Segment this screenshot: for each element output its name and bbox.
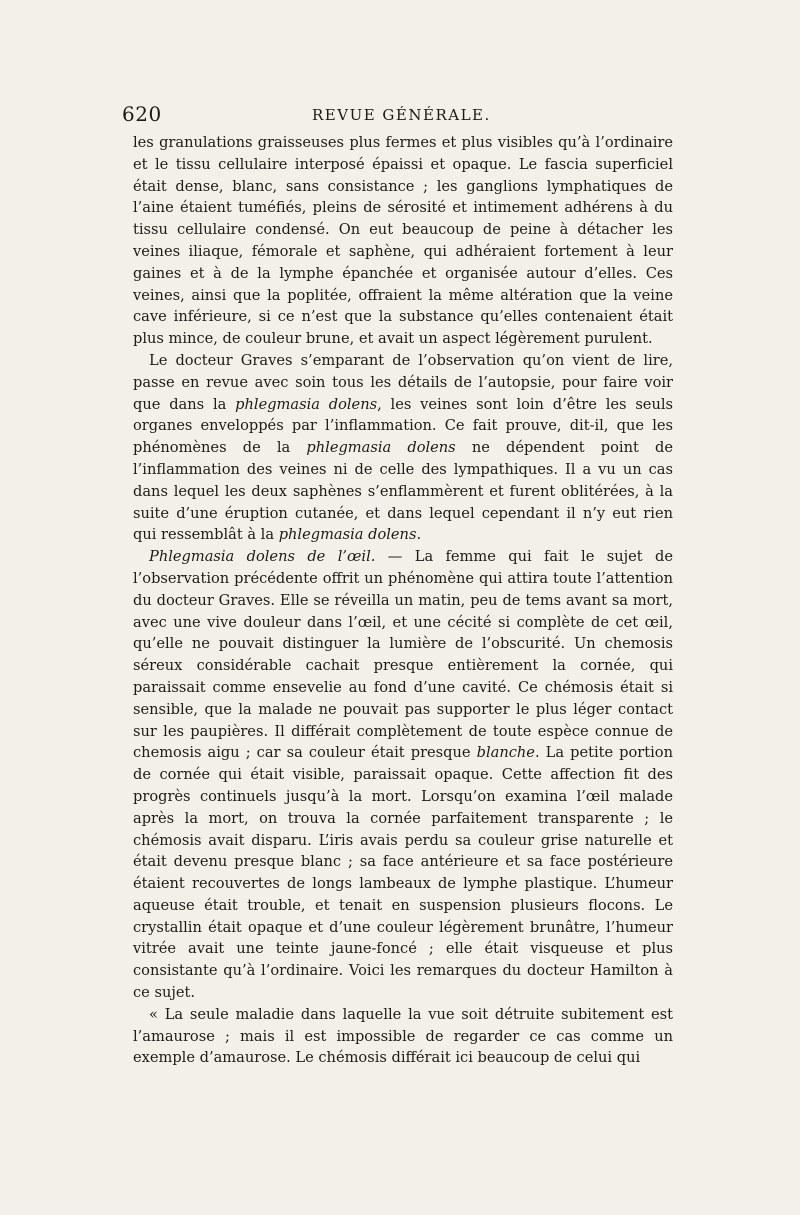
running-head: REVUE GÉNÉRALE. [312, 106, 491, 124]
italic-text: blanche [476, 744, 535, 762]
page-number: 620 [122, 102, 162, 126]
italic-text: phlegmasia dolens [278, 526, 417, 544]
text-segment: , les veines sont loin d’être les seuls organes enveloppés par l’inflammation. Ce fait prouve, dit-il, que les phénomènes de la [133, 395, 674, 457]
text-segment: . La petite portion de cornée qui était visible, paraissait opaque. Cette affection fit des progrès continuels jusqu’à la mort. Lorsqu’on examina l’œil malade après la mort, on trouva la cornée parfaitement transparente ; le chémosis avait disparu. L’iris avais perdu sa couleur grise naturelle et était devenu presque blanc ; sa face antérieure et sa face postérieure étaient recouvertes de longs lambeaux de lymphe plastique. L’humeur aqueuse était trouble, et tenait en suspension plusieurs flocons. Le crystallin était opaque et d’une couleur légèrement brunâtre, l’humeur vitrée avait une teinte jaune-foncé ; elle était visqueuse et plus consistante qu’à l’ordinaire. Voici les remarques du docteur Hamilton à ce sujet. [133, 744, 673, 1002]
text-segment: — La femme qui fait le sujet de l’observation précédente offrit un phénomène qui attira toute l’attention du docteur Graves. Elle se réveilla un matin, peu de tems avant sa mort, avec une vive douleur dans l’œil, et une cécité si complète de cet œil, qu’elle ne pouvait distinguer la lumière de l’obscurité. Un chemosis séreux considérable cachait presque entièrement la cornée, qui paraissait comme ensevelie au fond d’une cavité. Ce chémosis était si sensible, que la malade ne pouvait pas supporter le plus léger contact sur les paupières. Il différait complètement de toute espèce connue de chemosis aigu ; car sa couleur était presque [133, 548, 673, 762]
text-segment: les granulations graisseuses plus fermes et plus visibles qu’à l’ordinaire et le tissu cellulaire interposé épaissi et opaque. Le fascia superficiel était dense, blanc, sans consistance ; les ganglions lymphatiques de l’aine étaient tuméfiés, pleins de sérosité et intimement adhérens à du tissu cellulaire condensé. On eut beaucoup de peine à détacher les veines iliaque, fémorale et saphène, qui adhéraient fortement à leur gaines et à de la lymphe épanchée et organisée autour d’elles. Ces veines, ainsi que la poplitée, offraient la même altération que la veine cave inférieure, si ce n’est que la substance qu’elles contenaient était plus mince, de couleur brune, et avait un aspect légèrement purulent. [133, 134, 673, 348]
paragraph [133, 1004, 673, 1069]
text-segment: « La seule maladie dans laquelle la vue soit détruite subitement est l’amaurose ; mais il est impossible de regarder ce cas comme un exemple d’amaurose. Le chémosis différait ici beaucoup de celui qui [133, 1005, 673, 1067]
paragraph [133, 546, 673, 1004]
text-segment: ne dépendent point de l’inflammation des veines ni de celle des lympathiques. Il a vu un cas dans lequel les deux saphènes s’enflammèrent et furent oblitérées, à la suite d’une éruption cutanée, et dans lequel cependant il n’y eut rien qui ressemblât à la [133, 439, 674, 544]
italic-text: Phlegmasia dolens de l’œil. [149, 548, 376, 566]
italic-text: phlegmasia dolens [306, 439, 456, 457]
text-segment: . [416, 526, 422, 544]
paragraph [133, 350, 673, 546]
italic-text: phlegmasia dolens [235, 395, 378, 413]
text-segment: Le docteur Graves s’emparant de l’observation qu’on vient de lire, passe en revue avec soin tous les détails de l’autopsie, pour faire voir que dans la [133, 351, 673, 413]
paragraph [133, 132, 673, 350]
page-header [122, 102, 678, 130]
body-text [133, 132, 673, 1069]
